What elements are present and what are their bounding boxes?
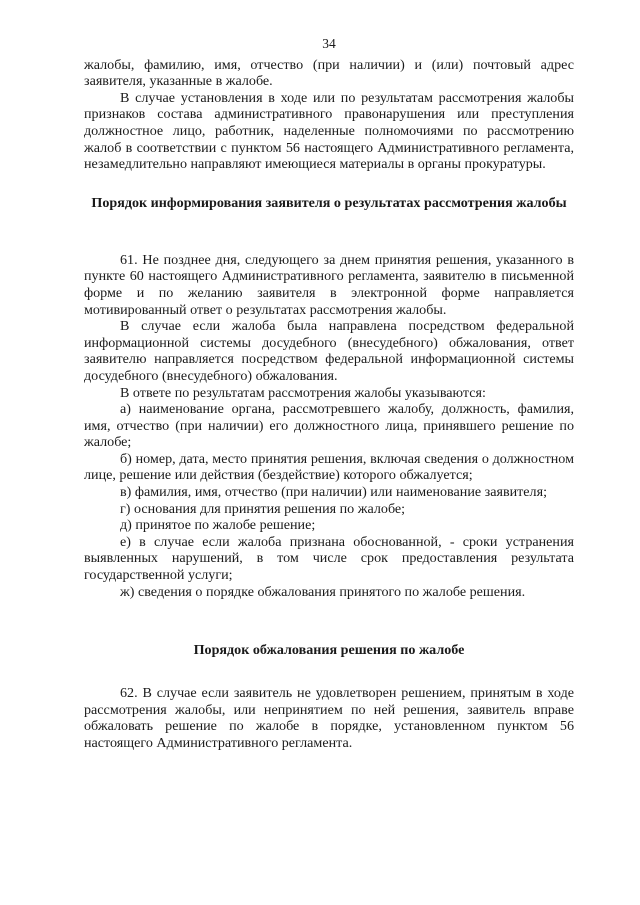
paragraph-61: 61. Не позднее дня, следующего за днем принятия решения, указанного в пункте 60 настоящего Административного регламента, заявителю в письменной форме и по желанию заявителя в электронной форме направляется мотивированный ответ о результатах рассмотрения жалобы. bbox=[84, 251, 574, 318]
list-item-zh: ж) сведения о порядке обжалования принятого по жалобе решения. bbox=[120, 583, 526, 600]
page-number: 34 bbox=[322, 36, 336, 51]
section-heading-informing: Порядок информирования заявителя о результатах рассмотрения жалобы bbox=[91, 194, 567, 211]
list-item-e: е) в случае если жалоба признана обоснованной, - сроки устранения выявленных нарушений, в том числе срок предоставления результата государственной услуги; bbox=[84, 533, 574, 584]
list-item-v: в) фамилия, имя, отчество (при наличии) или наименование заявителя; bbox=[120, 484, 547, 501]
document-page bbox=[84, 36, 574, 752]
section-heading-appeal: Порядок обжалования решения по жалобе bbox=[193, 642, 465, 659]
paragraph-federal-system: В случае если жалоба была направлена посредством федеральной информационной системы досудебного (внесудебного) обжалования, ответ заявителю направляется посредством федеральной информационной системы досудебного (внесудебного) обжалования. bbox=[84, 318, 574, 384]
paragraph-62: 62. В случае если заявитель не удовлетворен решением, принятым в ходе рассмотрения жалобы, или непринятием по ней решения, заявитель вправе обжаловать решение по жалобе в порядке, установленном пунктом 56 настоящего Административного регламента. bbox=[84, 685, 574, 751]
paragraph-list-intro: В ответе по результатам рассмотрения жалобы указываются: bbox=[120, 384, 486, 401]
paragraph-prosecution: В случае установления в ходе или по результатам рассмотрения жалобы признаков состава административного правонарушения или преступления должностное лицо, работник, наделенные полномочиями по рассмотрению жалоб в соответствии с пунктом 56 настоящего Административного регламента, незамедлительно направляют имеющиеся материалы в органы прокуратуры. bbox=[84, 89, 574, 173]
paragraph-continuation: жалобы, фамилию, имя, отчество (при наличии) и (или) почтовый адрес заявителя, указанные в жалобе. bbox=[84, 56, 574, 90]
list-item-a: а) наименование органа, рассмотревшего жалобу, должность, фамилия, имя, отчество (при наличии) его должностного лица, принявшего решение по жалобе; bbox=[84, 401, 574, 451]
list-item-b: б) номер, дата, место принятия решения, включая сведения о должностном лице, решение или действия (бездействие) которого обжалуется; bbox=[84, 450, 574, 484]
list-item-g: г) основания для принятия решения по жалобе; bbox=[120, 500, 406, 517]
list-item-d: д) принятое по жалобе решение; bbox=[120, 517, 316, 534]
